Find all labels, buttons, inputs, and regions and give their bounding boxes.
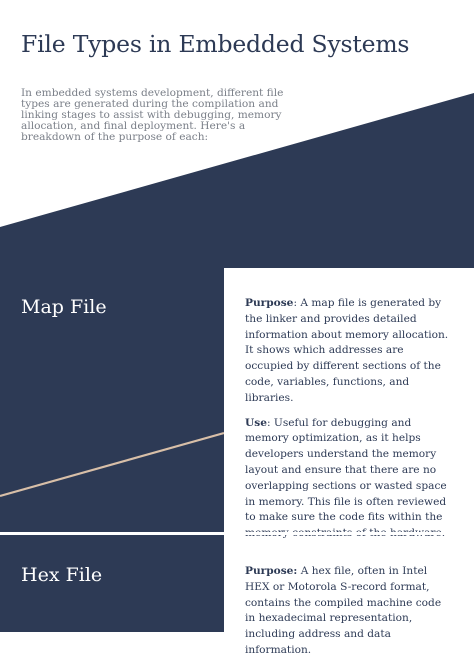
purpose-label: Purpose [245,297,294,309]
hex-file-description [245,564,452,668]
purpose-text: : A map file is generated by the linker and provides detailed information about memory allocation. It shows which addresses are occupied by different sections of the code, variables, functions, and libraries. [245,297,449,404]
map-file-description [245,296,452,551]
map-file-purpose [245,296,452,407]
map-file-heading: Map File [21,296,107,318]
use-text: : Useful for debugging and memory optimization, as it helps developers understand the memory layout and ensure that there are no overlapping sections or wasted space in memory. This file is often reviewed to make sure the code fits within the [245,416,447,524]
purpose-label: Purpose: [245,565,298,577]
hex-file-purpose [245,564,452,659]
purpose-text: A hex file, often in Intel HEX or Motorola S-record format, contains the compiled machine code in hexadecimal representation, including address and data information. [245,565,442,656]
map-file-use [245,416,452,542]
intro-paragraph: In embedded systems development, different file types are generated during the compilation and linking stages to assist with debugging, memory allocation, and final deployment. Here's a breakdown of the purpose of each: [21,87,284,143]
use-label: Use [245,416,267,429]
hex-file-heading: Hex File [21,564,103,586]
page-title: File Types in Embedded Systems [21,30,410,58]
